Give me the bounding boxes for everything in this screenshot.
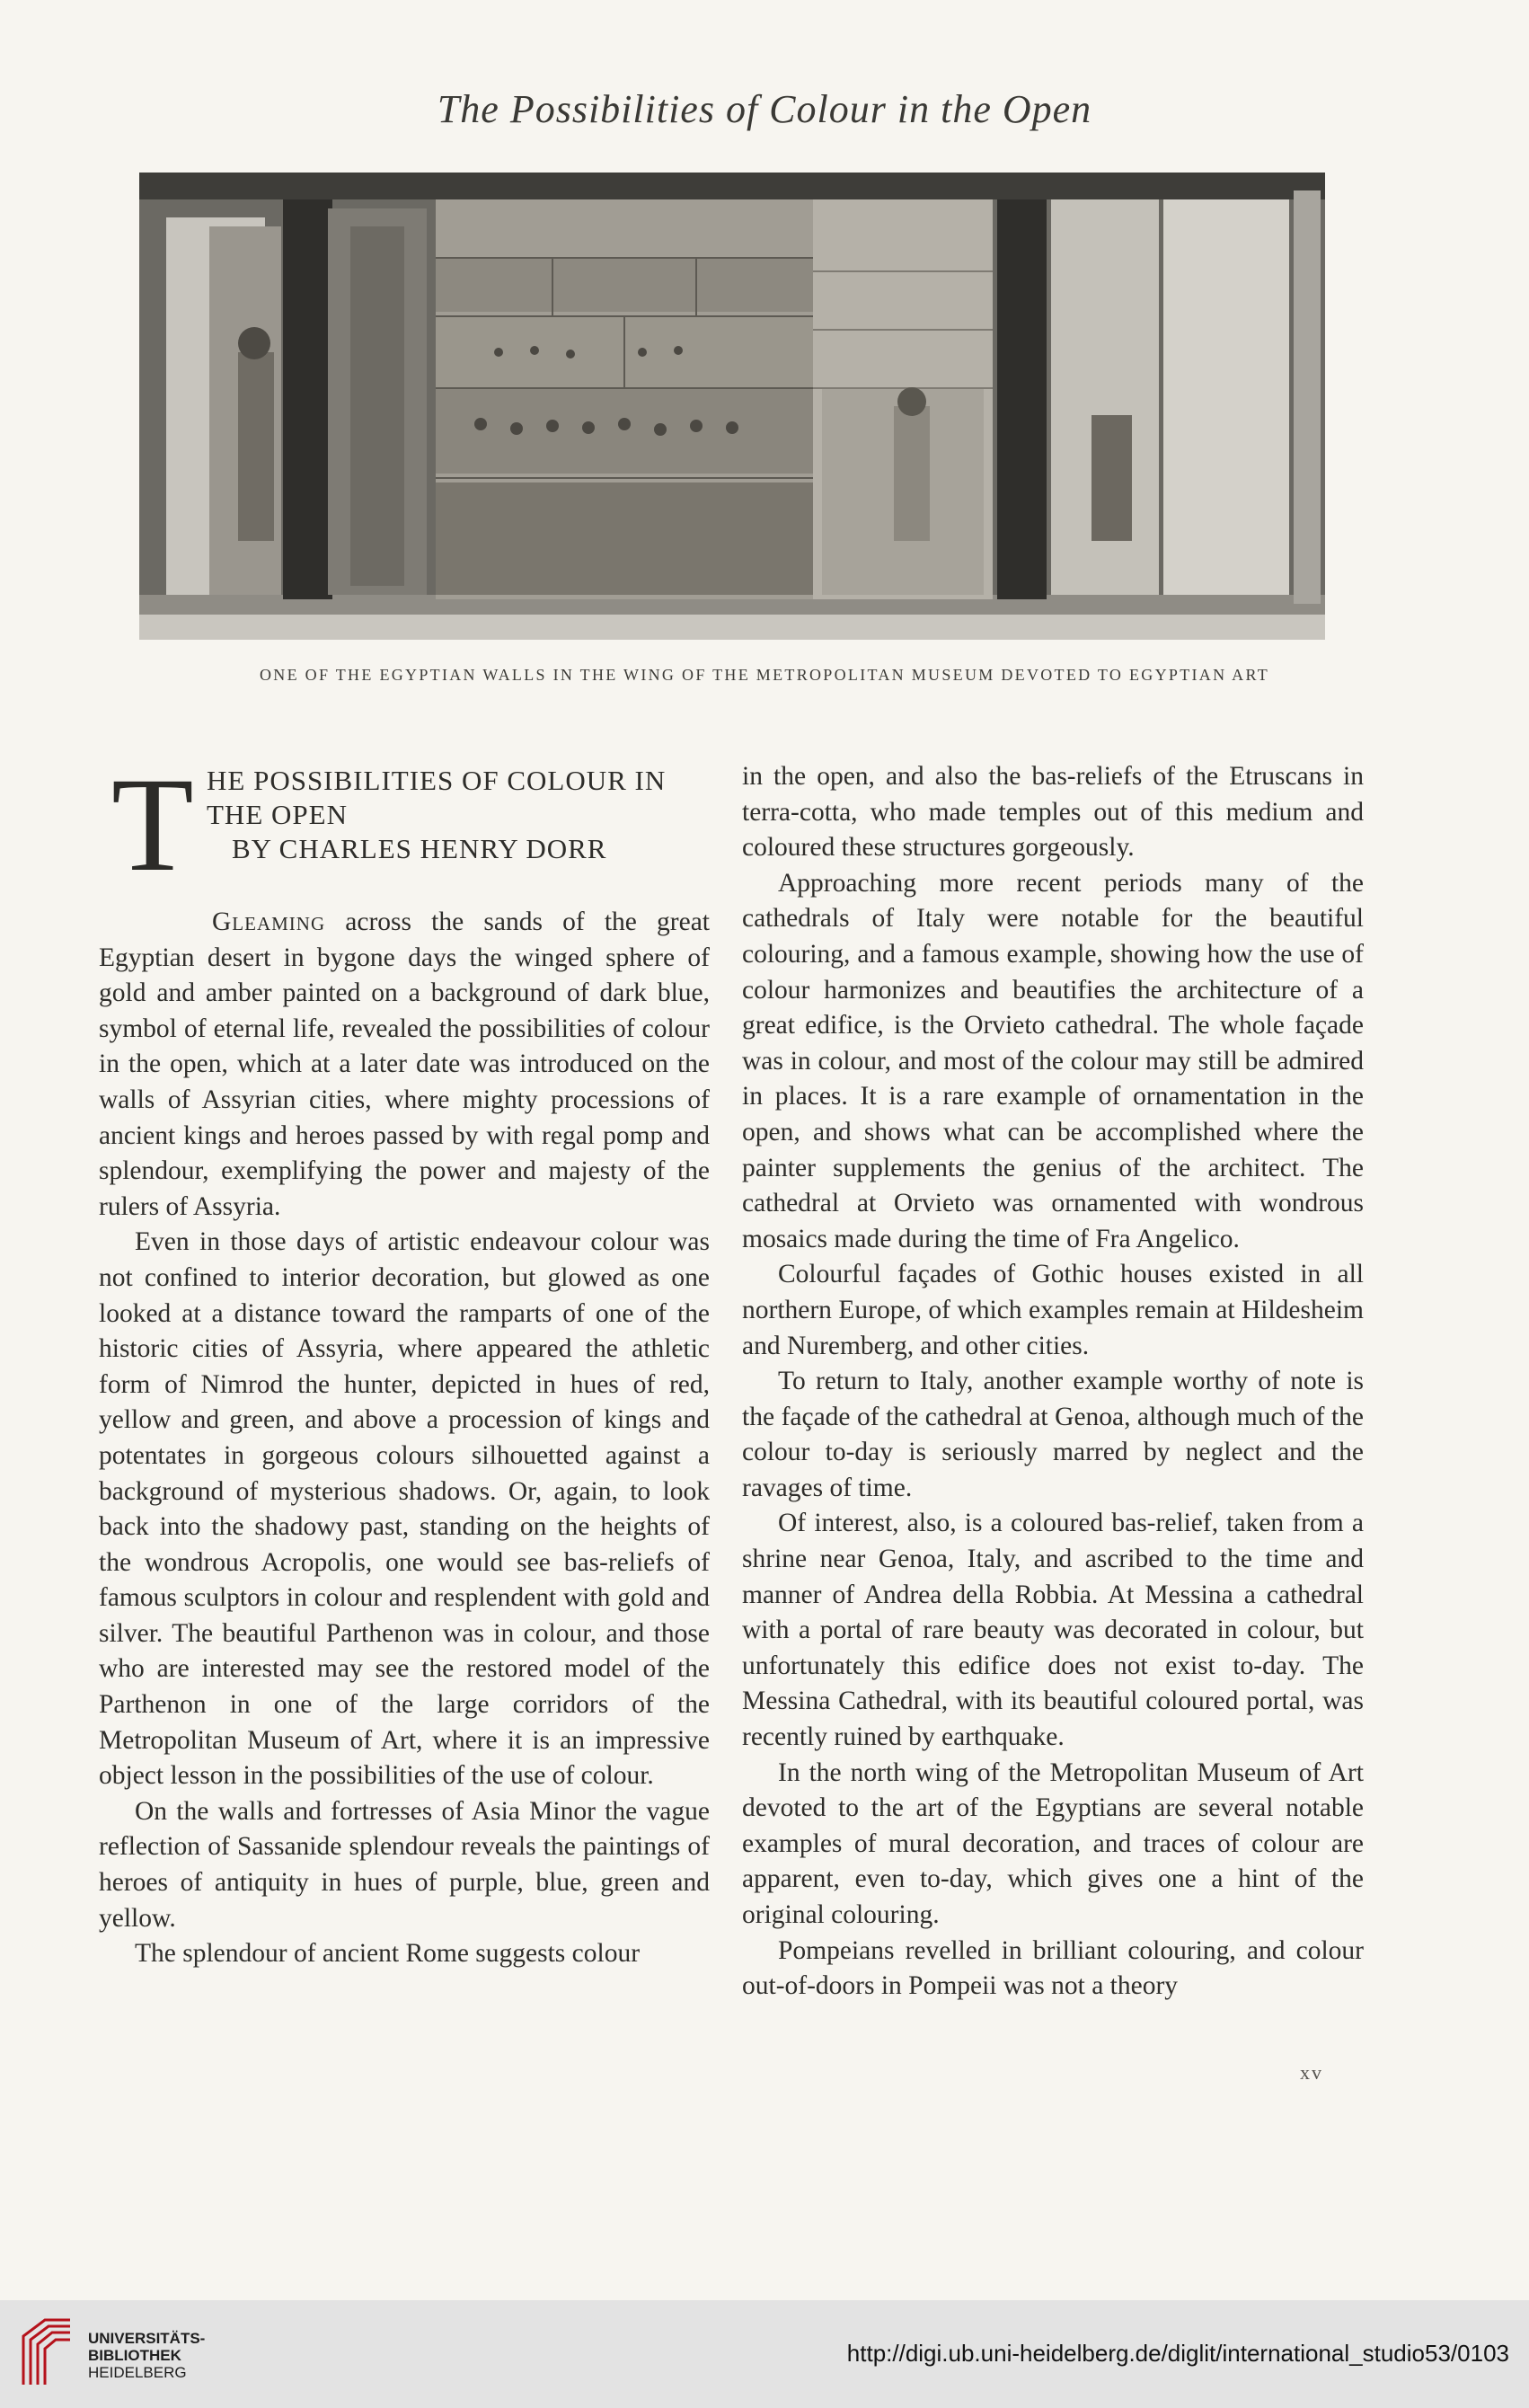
paragraph: Of interest, also, is a coloured bas-relief, taken from a shrine near Genoa, Italy, and ascribed to the time and manner of Andrea della Robbia. At Messina a cathedral with a portal of rare beauty was decorated in colour, but unfortunately this edifice does not exist to-day. The Messina Cathedral, with its beautiful coloured portal, was recently ruined by earthquake.: [742, 1509, 1364, 1752]
running-title: The Possibilities of Colour in the Open: [437, 87, 1092, 131]
drop-cap: T: [111, 750, 194, 899]
paragraph: In the north wing of the Metropolitan Museum of Art devoted to the art of the Egyptians are several notable examples of mural decoration, and traces of colour are apparent, even to-day, which gives one a hint of the original colouring.: [742, 1757, 1364, 1929]
digitization-footer: [0, 2300, 1529, 2408]
article-heading: [99, 750, 710, 899]
paragraph: Pompeians revelled in brilliant colouring, and colour out-of-doors in Pompeii was not a theory: [742, 1935, 1364, 2001]
left-column: [99, 750, 710, 1972]
library-line-3: HEIDELBERG: [88, 2364, 187, 2381]
library-logo-icon: [18, 2315, 75, 2388]
source-url-link[interactable]: http://digi.ub.uni-heidelberg.de/diglit/international_studio53/0103: [846, 2340, 1509, 2367]
paragraph: in the open, and also the bas-reliefs of the Etruscans in terra-cotta, who made temples out of this medium and coloured these structures gorgeously.: [742, 762, 1364, 863]
paragraph: On the walls and fortresses of Asia Minor the vague reflection of Sassanide splendour reveals the paintings of heroes of antiquity in hues of purple, blue, green and yellow.: [99, 1796, 710, 1933]
right-column: [742, 759, 1364, 2005]
photograph-illustration: [139, 173, 1325, 640]
article-title-line-1: HE POSSIBILITIES OF COLOUR IN: [207, 765, 667, 796]
library-line-1: UNIVERSITÄTS-: [88, 2330, 206, 2347]
figure-caption: ONE OF THE EGYPTIAN WALLS IN THE WING OF THE METROPOLITAN MUSEUM DEVOTED TO EGYPTIAN ART: [259, 666, 1270, 684]
paragraph: Colourful façades of Gothic houses existed in all northern Europe, of which examples remain at Hildesheim and Nuremberg, and other cities.: [742, 1260, 1364, 1360]
library-name: [88, 2330, 205, 2381]
paragraph: To return to Italy, another example worthy of note is the façade of the cathedral at Genoa, although much of the colour to-day is seriously marred by neglect and the ravages of time.: [742, 1367, 1364, 1502]
paragraph-text: across the sands of the great Egyptian desert in bygone days the winged sphere of gold and amber painted on a background of dark blue, symbol of eternal life, revealed the possibilities of colour in the open, which at a later date was introduced on the walls of Assyrian cities, where mighty processions of ancient kings and heroes passed by with regal pomp and splendour, exemplifying the power and majesty of the rulers of Assyria.: [99, 907, 710, 1221]
paragraph: Even in those days of artistic endeavour colour was not confined to interior decoration, but glowed as one looked at a distance toward the ramparts of one of the historic cities of Assyria, where appeared the athletic form of Nimrod the hunter, depicted in hues of red, yellow and green, and above a procession of kings and potentates in gorgeous colours silhouetted against a background of mysterious shadows. Or, again, to look back into the shadowy past, standing on the heights of the wondrous Acropolis, one would see bas-reliefs of famous sculptors in colour and resplendent with gold and silver. The beautiful Parthenon was in colour, and those who are interested may see the restored model of the Parthenon in one of the large corridors of the Metropolitan Museum of Art, where it is an impressive object lesson in the possibilities of the use of colour.: [99, 1227, 710, 1791]
article-title-line-2: THE OPEN: [207, 799, 348, 830]
article-byline: BY CHARLES HENRY DORR: [232, 833, 607, 864]
paragraph: [99, 905, 710, 1225]
page-number: xv: [1300, 2061, 1323, 2084]
paragraph: The splendour of ancient Rome suggests colour: [135, 1939, 641, 1969]
egyptian-wall-photograph: [139, 173, 1325, 640]
paragraph: Approaching more recent periods many of the cathedrals of Italy were notable for the beautiful colouring, and a famous example, showing how the use of colour harmonizes and beautifies the architecture of a great edifice, is the Orvieto cathedral. The whole façade was in colour, and most of the colour may still be admired in places. It is a rare example of ornamentation in the open, and shows what can be accomplished where the painter supplements the genius of the architect. The cathedral at Orvieto was ornamented with wondrous mosaics made during the time of Fra Angelico.: [742, 868, 1364, 1253]
library-line-2: BIBLIOTHEK: [88, 2347, 181, 2364]
lead-word: Gleaming: [212, 907, 326, 936]
